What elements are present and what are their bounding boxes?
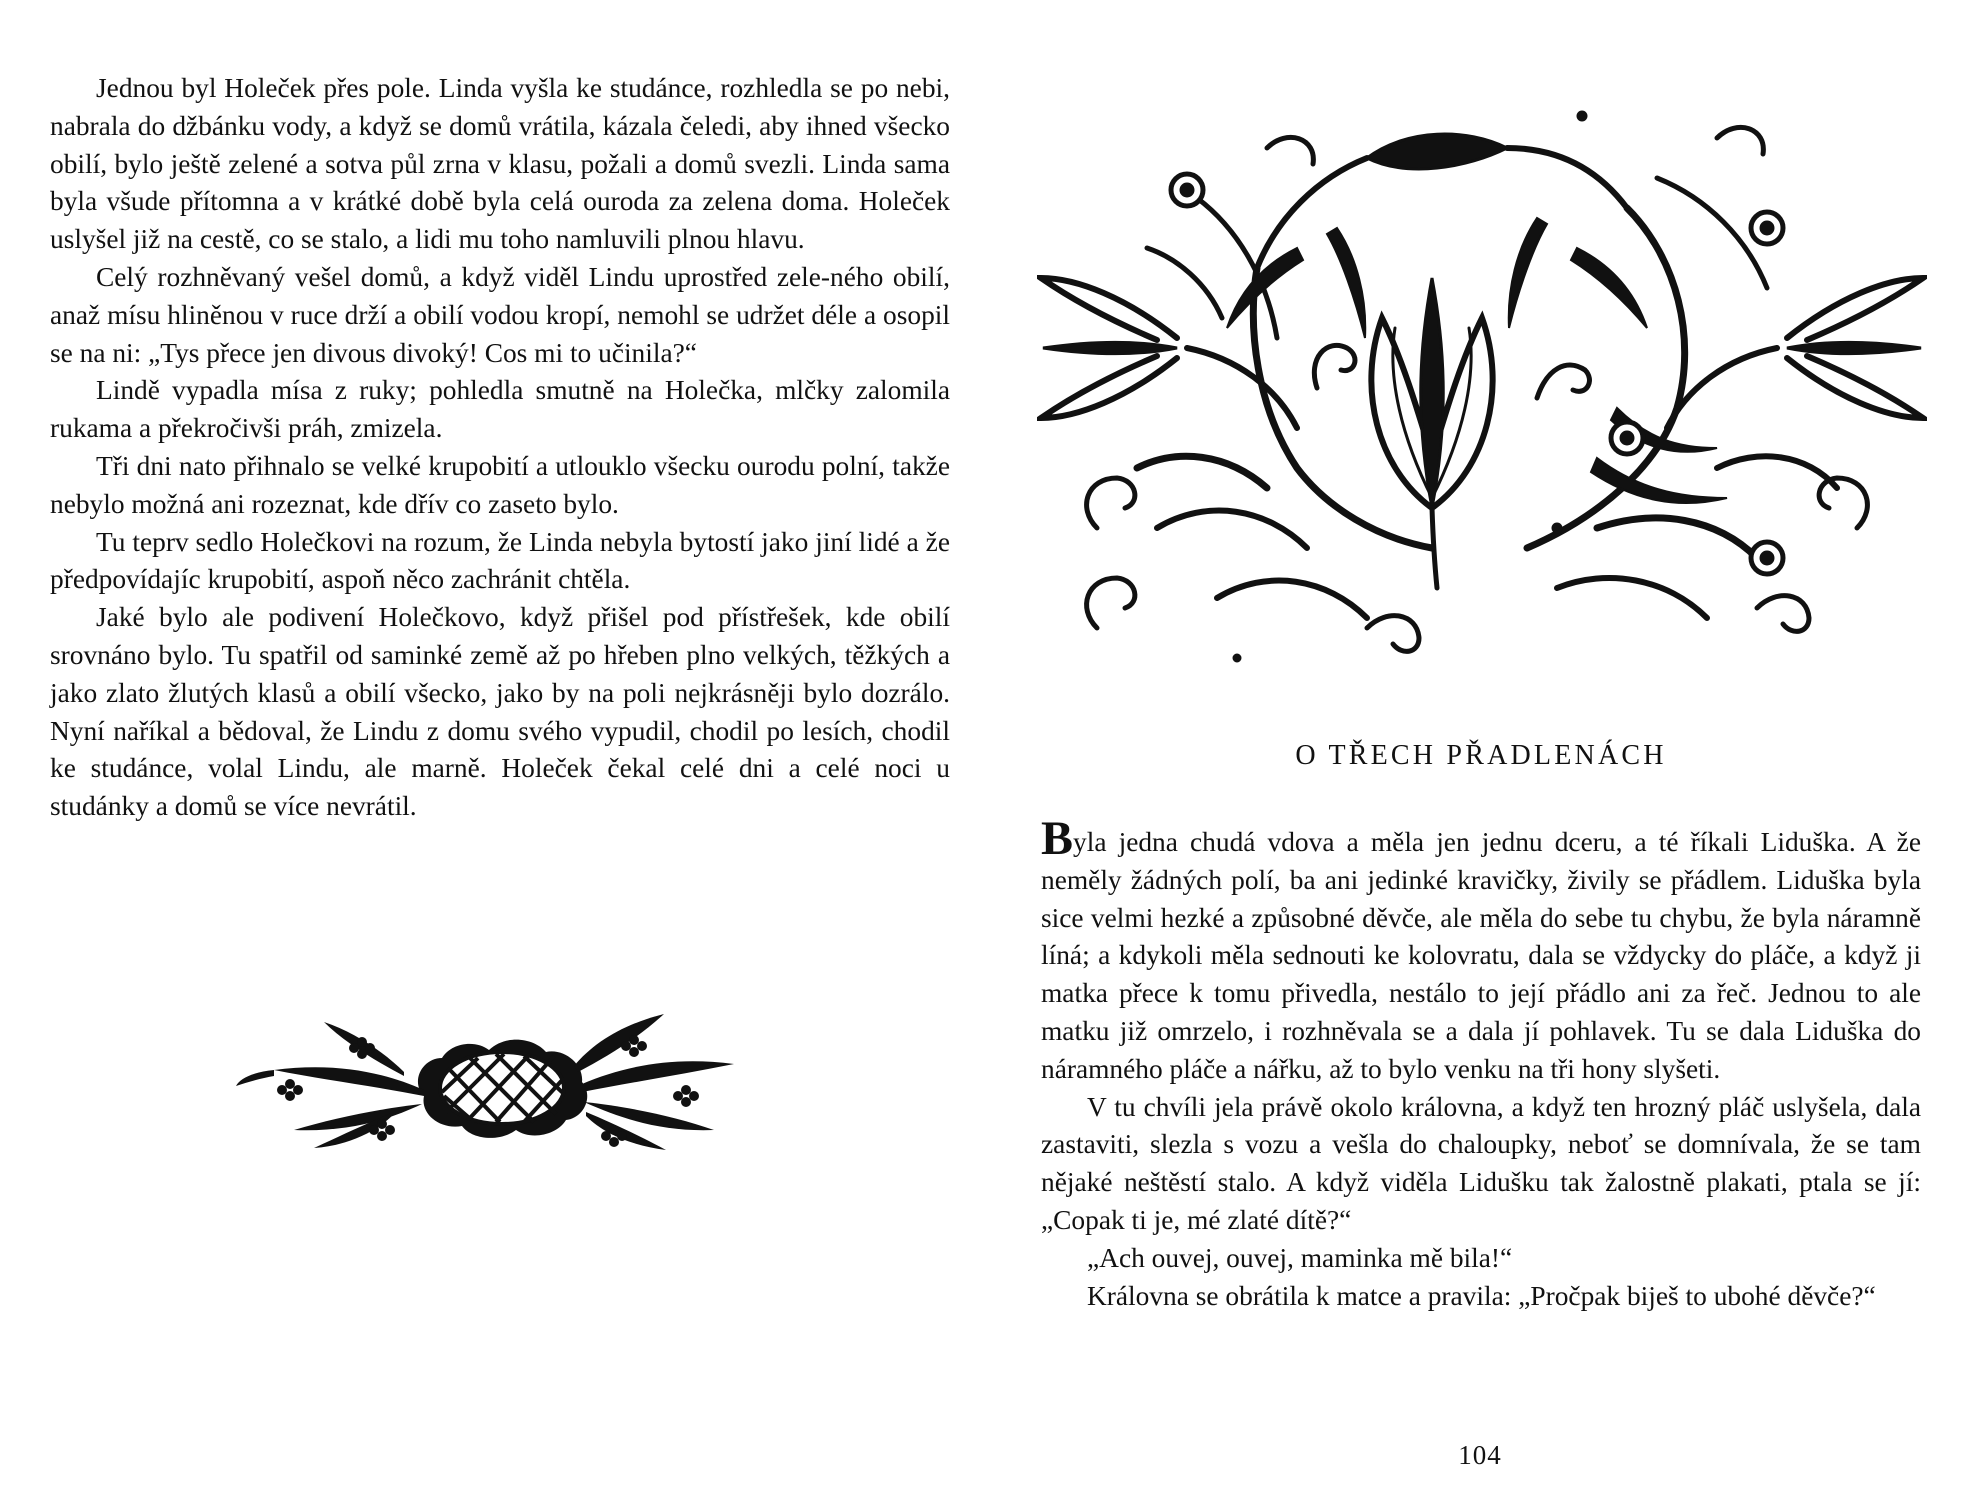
- chapter-title: O TŘECH PŘADLENÁCH: [1295, 740, 1667, 771]
- paragraph-text: yla jedna chudá vdova a měla jen jednu dceru, a té říkali Liduška. A že neměly žádných polí, ba ani jedinké kravičky, živily se přádlem. Liduška byla sice velmi hezké a způsobné děvče, ale měla do sebe tu chybu, že byla náramně líná; a kdykoli měla sednouti ke kolovratu, dala se vždycky do pláče, a když ji matka přece k tomu přivedla, nestálo to její přádlo ani za řeč. Jednou to ale matku již omrzelo, i rozhněvala se a dala jí pohlavek. Tu se dala Liduška do náramného pláče a nářku, až to bylo venku na tři hony slyšeti.: [1041, 827, 1921, 1084]
- paragraph: Lindě vypadla mísa z ruky; pohledla smutně na Holečka, mlčky zalomila rukama a překročivši práh, zmizela.: [50, 375, 950, 444]
- floral-lattice-ornament-icon: [234, 1012, 744, 1152]
- right-page-text: [1041, 812, 1921, 1315]
- paragraph: Tu teprv sedlo Holečkovi na rozum, že Linda nebyla bytostí jako jiní lidé a že předpovídajíc krupobití, aspoň něco zachránit chtěla.: [50, 526, 950, 595]
- paragraph: Tři dni nato přihnalo se velké krupobití a utlouklo všecku ourodu polní, takže nebylo možná ani rozeznat, kde dřív co zaseto bylo.: [50, 450, 950, 519]
- paragraph: Královna se obrátila k matce a pravila: „Pročpak biješ to ubohé děvče?“: [1087, 1280, 1876, 1311]
- paragraph: [1041, 812, 1921, 1089]
- right-page: [985, 0, 1970, 1500]
- page-number: 104: [1458, 1440, 1502, 1470]
- paragraph: Jednou byl Holeček přes pole. Linda vyšla ke studánce, rozhledla se po nebi, nabrala do džbánku vody, a když se domů vrátila, kázala čeledi, aby ihned všecko obilí, bylo ještě zelené a sotva půl zrna v klasu, požali a domů svezli. Linda sama byla všude přítomna a v krátké době byla celá ouroda za zelena doma. Holeček uslyšel již na cestě, co se stalo, a lidi mu toho namluvili plnou hlavu.: [50, 73, 950, 255]
- left-page-text: [50, 70, 950, 826]
- paragraph: V tu chvíli jela právě okolo královna, a když ten hrozný pláč uslyšela, dala zastaviti, slezla s vozu a vešla do chaloupky, neboť se domnívala, že se tam nějaké neštěstí stalo. A když viděla Lidušku tak žalostně plakati, ptala se jí: „Copak ti je, mé zlaté dítě?“: [1041, 1091, 1921, 1235]
- paragraph: Jaké bylo ale podivení Holečkovo, když přišel pod přístřešek, kde obilí srovnáno bylo. Tu spatřil od saminké země až po hřeben plno velkých, těžkých a jako zlato žlutých klasů a obilí všecko, jako by na poli nejkrásněji bylo dozrálo. Nyní naříkal a bědoval, že Lindu z domu svého vypudil, chodil po lesích, chodil ke studánce, volal Lindu, ale marně. Holeček čekal celé dni a celé noci u studánky a domů se více nevrátil.: [50, 602, 950, 822]
- paragraph: „Ach ouvej, ouvej, maminka mě bila!“: [1087, 1242, 1513, 1273]
- drop-cap: B: [1041, 812, 1074, 865]
- paragraph: Celý rozhněvaný vešel domů, a když viděl Lindu uprostřed zele-ného obilí, anaž mísu hliněnou v ruce drží a obilí vodou kropí, nemohl se udržet déle a osopil se na ni: „Tys přece jen divous divoký! Cos mi to učinila?“: [50, 261, 950, 368]
- floral-tulip-ornament-icon: [1037, 108, 1927, 668]
